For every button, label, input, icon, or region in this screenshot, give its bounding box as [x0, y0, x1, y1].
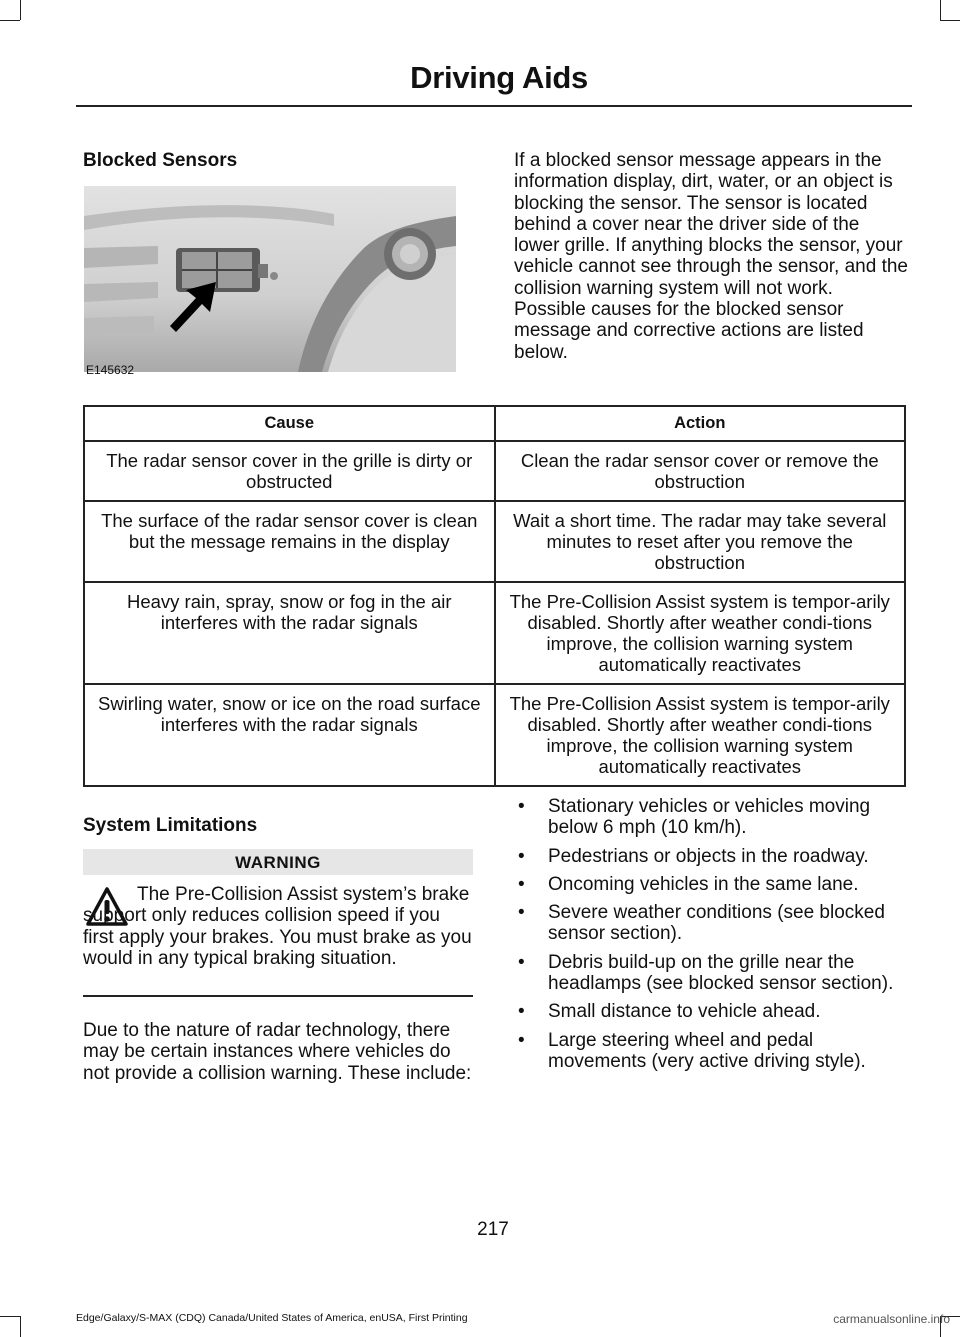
list-item-text: Stationary vehicles or vehicles moving below 6 mph (10 km/h). [548, 796, 871, 839]
bullet: • [518, 873, 525, 895]
bullet: • [518, 1001, 525, 1023]
action-cell: Wait a short time. The radar may take several minutes to reset after you remove the obstruction [495, 501, 906, 582]
cause-cell: Heavy rain, spray, snow or fog in the air interferes with the radar signals [84, 582, 495, 684]
blocked-sensor-table [83, 405, 906, 787]
figure-label: E145632 [86, 363, 135, 377]
table-row [84, 582, 905, 684]
list-item [514, 1030, 908, 1073]
list-item-text: Pedestrians or objects in the roadway. [548, 845, 869, 867]
page-number: 217 [477, 1219, 509, 1240]
list-item [514, 846, 908, 867]
table-row [84, 684, 905, 786]
list-item [514, 874, 908, 895]
warning-banner: WARNING [83, 849, 473, 875]
list-item-text: Small distance to vehicle ahead. [548, 1001, 821, 1023]
limitations-body: Due to the nature of radar technology, there may be certain instances where vehicles do not provide a collision warning. These include: [83, 1020, 472, 1084]
crop-mark [20, 0, 21, 20]
page-header-title: Driving Aids [410, 60, 588, 95]
header-divider [76, 105, 912, 107]
list-item [514, 952, 908, 995]
crop-mark [20, 1316, 21, 1337]
system-limitations-heading: System Limitations [83, 815, 258, 836]
edition-footer: Edge/Galaxy/S-MAX (CDQ) Canada/United States of America, enUSA, First Printing [76, 1312, 468, 1324]
crop-mark [940, 20, 960, 21]
action-column-header: Action [495, 406, 906, 441]
blocked-sensors-heading: Blocked Sensors [83, 150, 238, 171]
crop-mark [0, 1316, 20, 1317]
table-row [84, 441, 905, 501]
watermark[interactable]: carmanualsonline.info [833, 1312, 950, 1326]
cause-cell: The radar sensor cover in the grille is dirty or obstructed [84, 441, 495, 501]
bullet: • [518, 1029, 525, 1051]
bullet: • [518, 796, 525, 817]
warning-divider [83, 995, 473, 997]
limitations-list [514, 796, 908, 1079]
cause-cell: The surface of the radar sensor cover is clean but the message remains in the display [84, 501, 495, 582]
radar-sensor-location-figure [84, 186, 456, 372]
crop-mark [940, 0, 941, 20]
table-row [84, 501, 905, 582]
bullet: • [518, 845, 525, 867]
action-cell: The Pre-Collision Assist system is tempor-arily disabled. Shortly after weather condi-tions improve, the collision warning system automatically reactivates [495, 684, 906, 786]
list-item [514, 1001, 908, 1022]
cause-column-header: Cause [84, 406, 495, 441]
list-item [514, 796, 908, 839]
warning-text: The Pre-Collision Assist system’s brake support only reduces collision speed if you first apply your brakes. You must brake as you would in any typical braking situation. [83, 884, 472, 969]
table-header-row [84, 406, 905, 441]
bullet: • [518, 951, 525, 973]
bullet: • [518, 902, 525, 924]
crop-mark [0, 20, 20, 21]
action-cell: The Pre-Collision Assist system is tempor-arily disabled. Shortly after weather condi-tions improve, the collision warning system automatically reactivates [495, 582, 906, 684]
blocked-sensors-intro: If a blocked sensor message appears in the information display, dirt, water, or an object is blocking the sensor. The sensor is located behind a cover near the driver side of the lower grille. If anything blocks the sensor, your vehicle cannot see through the sensor, and the collision warning system will not work. Possible causes for the blocked sensor message and corrective actions are listed below. [514, 150, 908, 363]
list-item-text: Severe weather conditions (see blocked sensor section). [548, 902, 885, 945]
action-cell: Clean the radar sensor cover or remove the obstruction [495, 441, 906, 501]
list-item-text: Debris build-up on the grille near the headlamps (see blocked sensor section). [548, 951, 894, 995]
list-item [514, 902, 908, 945]
cause-cell: Swirling water, snow or ice on the road surface interferes with the radar signals [84, 684, 495, 786]
list-item-text: Large steering wheel and pedal movements (very active driving style). [548, 1029, 866, 1072]
list-item-text: Oncoming vehicles in the same lane. [548, 873, 859, 895]
